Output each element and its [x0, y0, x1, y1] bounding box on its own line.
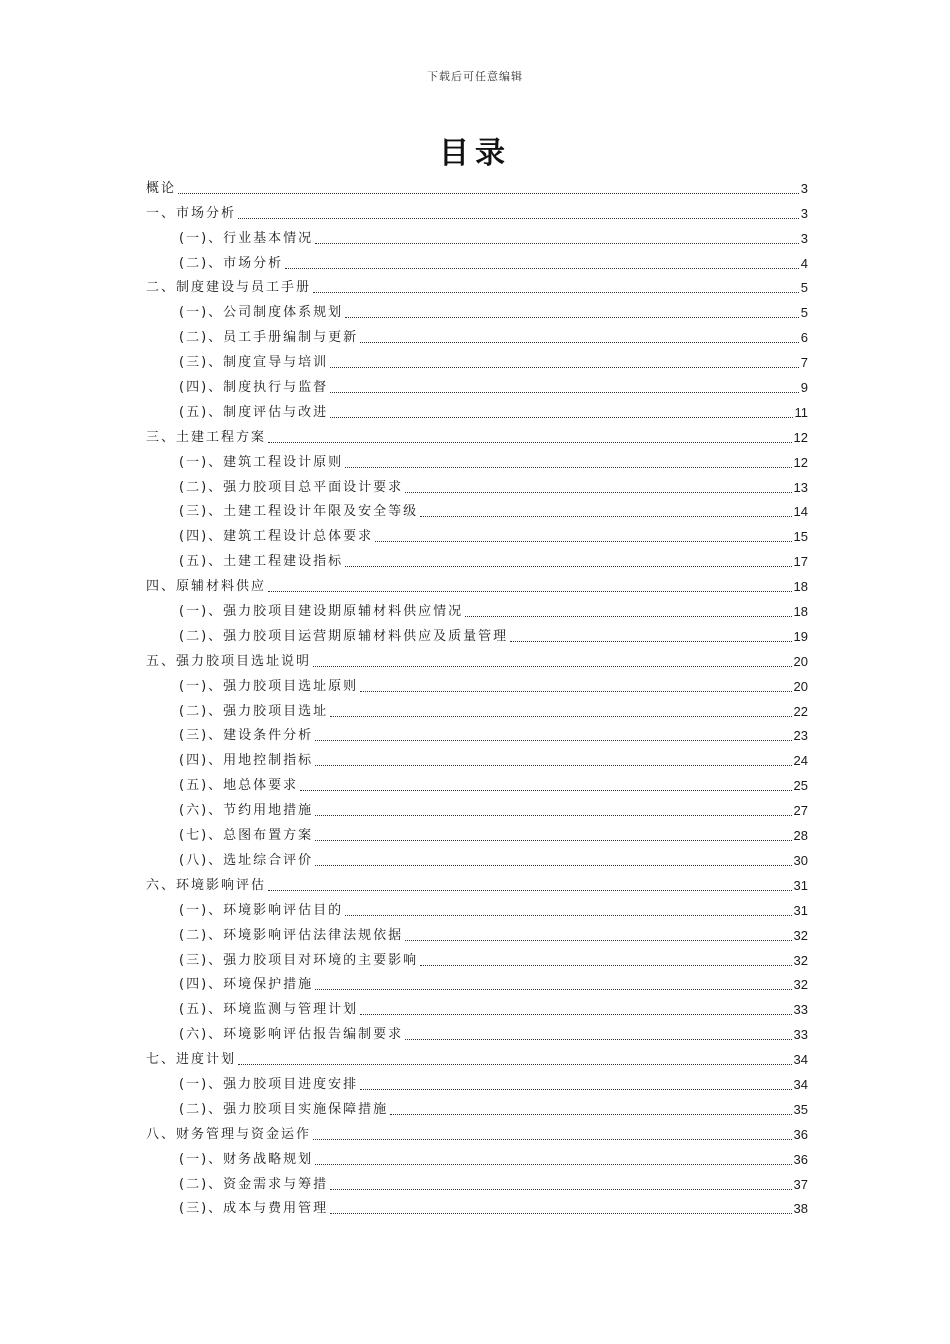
toc-section-entry[interactable] — [146, 473, 808, 498]
toc-entry-label: (二)、员工手册编制与更新 — [179, 330, 359, 346]
toc-page-number: 31 — [793, 877, 808, 893]
toc-page-number: 5 — [800, 280, 808, 296]
toc-dot-leader — [178, 193, 799, 194]
toc-section-entry[interactable] — [146, 547, 808, 572]
toc-dot-leader — [465, 616, 791, 617]
toc-entry-label: 八、财务管理与资金运作 — [146, 1126, 312, 1142]
toc-dot-leader — [375, 541, 791, 542]
toc-section-entry[interactable] — [146, 1095, 808, 1120]
toc-entry-label: (六)、环境影响评估报告编制要求 — [179, 1027, 404, 1043]
toc-entry-label: 七、进度计划 — [146, 1052, 237, 1068]
toc-page-number: 30 — [793, 852, 808, 868]
toc-dot-leader — [315, 765, 791, 766]
toc-dot-leader — [313, 666, 792, 667]
toc-section-entry[interactable] — [146, 522, 808, 547]
toc-dot-leader — [313, 1139, 792, 1140]
toc-page-number: 3 — [800, 230, 808, 246]
toc-page-number: 31 — [793, 902, 808, 918]
toc-dot-leader — [315, 1164, 791, 1165]
toc-entry-label: (一)、建筑工程设计原则 — [179, 454, 344, 470]
toc-dot-leader — [345, 317, 799, 318]
toc-dot-leader — [268, 442, 792, 443]
toc-dot-leader — [300, 790, 791, 791]
toc-section-entry[interactable] — [146, 697, 808, 722]
toc-dot-leader — [390, 1114, 791, 1115]
toc-page-number: 4 — [800, 255, 808, 271]
toc-page-number: 36 — [793, 1151, 808, 1167]
toc-page-number: 18 — [793, 604, 808, 620]
toc-section-entry[interactable] — [146, 323, 808, 348]
toc-page-number: 34 — [793, 1052, 808, 1068]
toc-page-number: 35 — [793, 1101, 808, 1117]
toc-entry-label: (五)、环境监测与管理计划 — [179, 1002, 359, 1018]
toc-chapter-entry[interactable] — [146, 274, 808, 299]
toc-page-number: 14 — [793, 504, 808, 520]
toc-section-entry[interactable] — [146, 373, 808, 398]
toc-page-number: 27 — [793, 803, 808, 819]
toc-page-number: 36 — [793, 1126, 808, 1142]
toc-dot-leader — [360, 691, 791, 692]
toc-chapter-entry[interactable] — [146, 199, 808, 224]
toc-dot-leader — [268, 890, 792, 891]
toc-section-entry[interactable] — [146, 921, 808, 946]
toc-chapter-entry[interactable] — [146, 871, 808, 896]
toc-page-number: 38 — [793, 1201, 808, 1217]
toc-page-number: 33 — [793, 1027, 808, 1043]
toc-page-number: 15 — [793, 529, 808, 545]
toc-entry-label: (四)、制度执行与监督 — [179, 380, 329, 396]
toc-page-number: 12 — [793, 454, 808, 470]
toc-chapter-entry[interactable] — [146, 423, 808, 448]
toc-entry-label: (五)、土建工程建设指标 — [179, 554, 344, 570]
toc-entry-label: (七)、总图布置方案 — [179, 828, 314, 844]
toc-section-entry[interactable] — [146, 771, 808, 796]
toc-dot-leader — [313, 292, 799, 293]
toc-page-number: 17 — [793, 554, 808, 570]
toc-dot-leader — [330, 417, 792, 418]
toc-section-entry[interactable] — [146, 796, 808, 821]
toc-page-number: 19 — [793, 628, 808, 644]
toc-page-number: 37 — [793, 1176, 808, 1192]
toc-page-number: 25 — [793, 778, 808, 794]
toc-entry-label: (一)、行业基本情况 — [179, 230, 314, 246]
toc-entry-label: (二)、强力胶项目实施保障措施 — [179, 1101, 389, 1117]
toc-page-number: 22 — [793, 703, 808, 719]
toc-entry-label: (四)、用地控制指标 — [179, 753, 314, 769]
toc-section-entry[interactable] — [146, 348, 808, 373]
toc-section-entry[interactable] — [146, 995, 808, 1020]
toc-section-entry[interactable] — [146, 597, 808, 622]
toc-dot-leader — [360, 1014, 791, 1015]
toc-dot-leader — [315, 989, 791, 990]
toc-entry-label: (一)、强力胶项目进度安排 — [179, 1076, 359, 1092]
toc-entry-label: (二)、资金需求与筹措 — [179, 1176, 329, 1192]
toc-chapter-entry[interactable] — [146, 572, 808, 597]
toc-section-entry[interactable] — [146, 1170, 808, 1195]
toc-page-number: 34 — [793, 1076, 808, 1092]
toc-entry-label: 五、强力胶项目选址说明 — [146, 653, 312, 669]
toc-dot-leader — [285, 268, 799, 269]
toc-dot-leader — [345, 915, 791, 916]
toc-page-number: 9 — [800, 380, 808, 396]
toc-section-entry[interactable] — [146, 622, 808, 647]
toc-page-number: 28 — [793, 828, 808, 844]
toc-page-number: 32 — [793, 977, 808, 993]
toc-entry-label: (三)、成本与费用管理 — [179, 1201, 329, 1217]
toc-section-entry[interactable] — [146, 846, 808, 871]
toc-dot-leader — [315, 740, 791, 741]
toc-page-number: 20 — [793, 653, 808, 669]
toc-dot-leader — [345, 467, 791, 468]
toc-section-entry[interactable] — [146, 224, 808, 249]
toc-entry-label: (一)、强力胶项目选址原则 — [179, 678, 359, 694]
toc-entry-label: (五)、制度评估与改进 — [179, 404, 329, 420]
toc-entry-label: (一)、财务战略规划 — [179, 1151, 314, 1167]
toc-page-number: 33 — [793, 1002, 808, 1018]
toc-entry-label: (二)、强力胶项目选址 — [179, 703, 329, 719]
toc-page-number: 32 — [793, 952, 808, 968]
toc-entry-label: (二)、市场分析 — [179, 255, 284, 271]
toc-dot-leader — [405, 492, 791, 493]
header-note: 下载后可任意编辑 — [427, 70, 523, 83]
toc-dot-leader — [315, 243, 799, 244]
toc-entry-label: (三)、建设条件分析 — [179, 728, 314, 744]
toc-page-number: 7 — [800, 355, 808, 371]
toc-dot-leader — [330, 716, 791, 717]
toc-entry-label: (三)、制度宣导与培训 — [179, 355, 329, 371]
toc-section-entry[interactable] — [146, 1145, 808, 1170]
toc-dot-leader — [315, 840, 791, 841]
toc-dot-leader — [330, 1213, 791, 1214]
toc-page-number: 3 — [800, 180, 808, 196]
toc-entry-label: (三)、土建工程设计年限及安全等级 — [179, 504, 419, 520]
toc-entry-label: (五)、地总体要求 — [179, 778, 299, 794]
toc-page-number: 23 — [793, 728, 808, 744]
toc-dot-leader — [420, 516, 791, 517]
toc-dot-leader — [238, 1064, 792, 1065]
toc-section-entry[interactable] — [146, 672, 808, 697]
toc-page-number: 5 — [800, 305, 808, 321]
toc-dot-leader — [360, 342, 799, 343]
toc-chapter-entry[interactable] — [146, 174, 808, 199]
toc-entry-label: (二)、强力胶项目总平面设计要求 — [179, 479, 404, 495]
toc-section-entry[interactable] — [146, 1195, 808, 1220]
toc-section-entry[interactable] — [146, 946, 808, 971]
toc-entry-label: (四)、环境保护措施 — [179, 977, 314, 993]
toc-page-number: 24 — [793, 753, 808, 769]
toc-entry-label: (三)、强力胶项目对环境的主要影响 — [179, 952, 419, 968]
toc-section-entry[interactable] — [146, 1070, 808, 1095]
toc-dot-leader — [330, 392, 799, 393]
toc-dot-leader — [405, 1039, 791, 1040]
toc-page-number: 32 — [793, 927, 808, 943]
toc-dot-leader — [510, 641, 791, 642]
toc-page-number: 12 — [793, 429, 808, 445]
toc-entry-label: 四、原辅材料供应 — [146, 579, 267, 595]
toc-section-entry[interactable] — [146, 971, 808, 996]
toc-page-number: 18 — [793, 579, 808, 595]
toc-section-entry[interactable] — [146, 398, 808, 423]
toc-section-entry[interactable] — [146, 498, 808, 523]
page-title: 目录 — [439, 136, 511, 171]
toc-entry-label: 概论 — [146, 180, 177, 196]
toc-entry-label: 二、制度建设与员工手册 — [146, 280, 312, 296]
toc-dot-leader — [315, 865, 791, 866]
toc-entry-label: (四)、建筑工程设计总体要求 — [179, 529, 374, 545]
toc-section-entry[interactable] — [146, 298, 808, 323]
toc-page-number: 6 — [800, 330, 808, 346]
toc-entry-label: (六)、节约用地措施 — [179, 803, 314, 819]
toc-dot-leader — [238, 218, 799, 219]
toc-section-entry[interactable] — [146, 746, 808, 771]
toc-entry-label: (八)、选址综合评价 — [179, 852, 314, 868]
table-of-contents — [146, 174, 808, 1219]
toc-entry-label: (一)、强力胶项目建设期原辅材料供应情况 — [179, 604, 464, 620]
toc-section-entry[interactable] — [146, 249, 808, 274]
toc-dot-leader — [330, 1189, 791, 1190]
toc-section-entry[interactable] — [146, 821, 808, 846]
toc-page-number: 13 — [793, 479, 808, 495]
toc-section-entry[interactable] — [146, 448, 808, 473]
toc-entry-label: (二)、环境影响评估法律法规依据 — [179, 927, 404, 943]
toc-dot-leader — [330, 367, 799, 368]
toc-dot-leader — [345, 566, 791, 567]
toc-section-entry[interactable] — [146, 1020, 808, 1045]
toc-entry-label: 一、市场分析 — [146, 205, 237, 221]
toc-section-entry[interactable] — [146, 896, 808, 921]
toc-page-number: 3 — [800, 205, 808, 221]
toc-entry-label: (一)、环境影响评估目的 — [179, 902, 344, 918]
toc-dot-leader — [360, 1089, 791, 1090]
toc-dot-leader — [405, 940, 791, 941]
toc-entry-label: (一)、公司制度体系规划 — [179, 305, 344, 321]
toc-dot-leader — [420, 965, 791, 966]
toc-dot-leader — [315, 815, 791, 816]
toc-chapter-entry[interactable] — [146, 647, 808, 672]
toc-page-number: 20 — [793, 678, 808, 694]
toc-dot-leader — [268, 591, 792, 592]
toc-entry-label: (二)、强力胶项目运营期原辅材料供应及质量管理 — [179, 628, 509, 644]
toc-chapter-entry[interactable] — [146, 1120, 808, 1145]
toc-entry-label: 三、土建工程方案 — [146, 429, 267, 445]
toc-page-number: 11 — [794, 404, 808, 420]
toc-entry-label: 六、环境影响评估 — [146, 877, 267, 893]
toc-section-entry[interactable] — [146, 722, 808, 747]
toc-chapter-entry[interactable] — [146, 1045, 808, 1070]
